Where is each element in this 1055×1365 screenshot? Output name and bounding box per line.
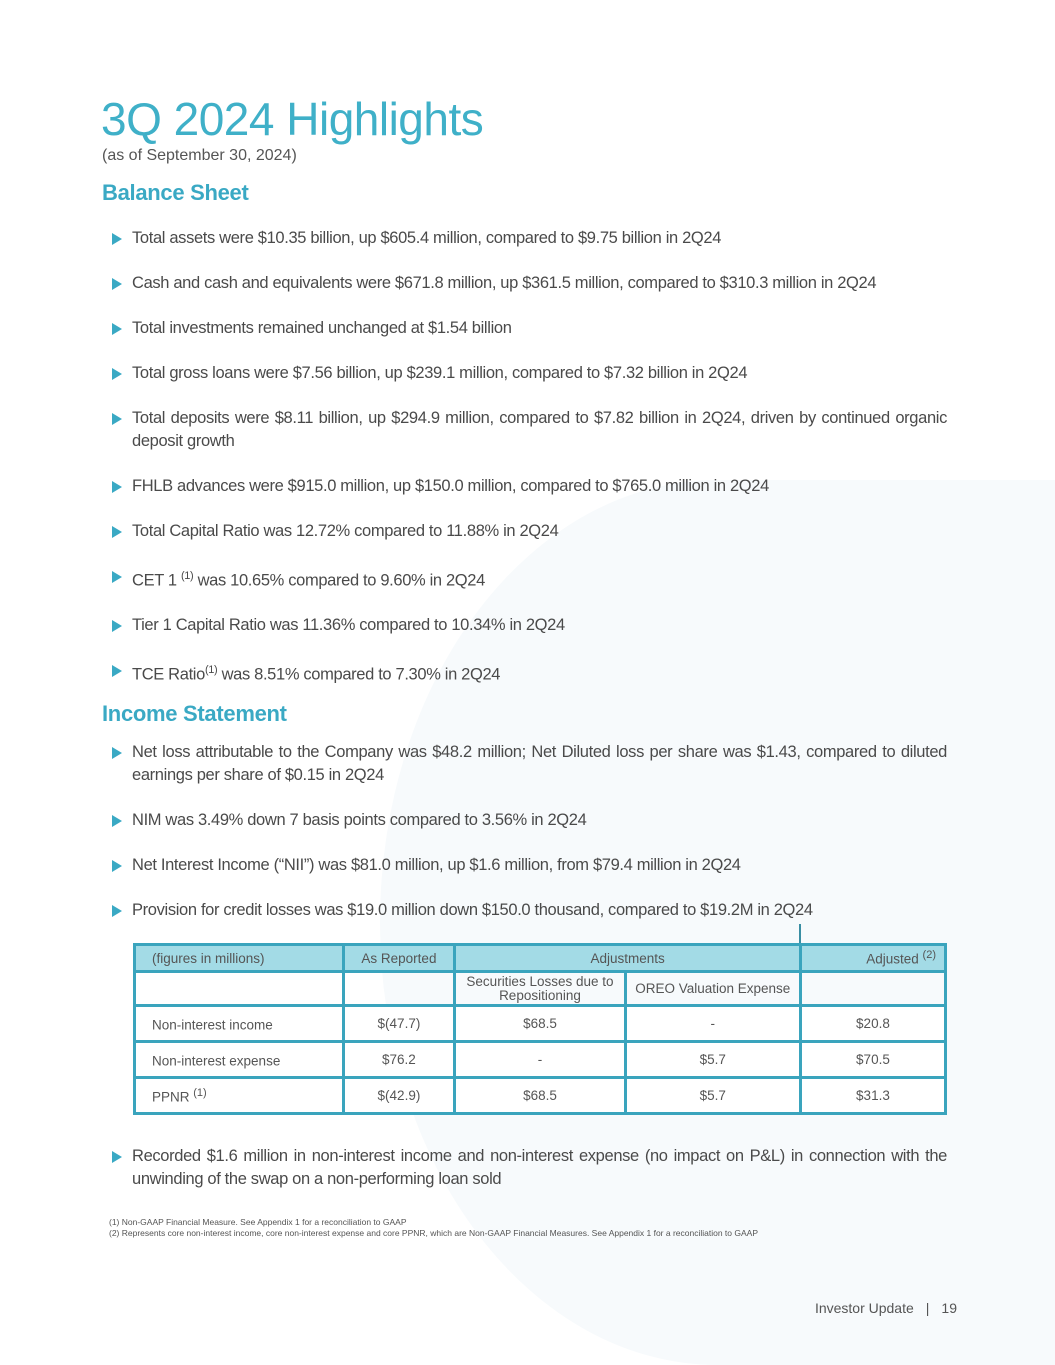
- bullet-triangle-icon: [112, 526, 122, 538]
- item-text: Cash and cash and equivalents were $671.8 million, up $361.5 million, compared to $310.3 million in 2Q24: [132, 274, 877, 292]
- item-text: CET 1: [132, 571, 181, 589]
- item-text: Recorded $1.6 million in non-interest income and non-interest expense (no impact on P&L) in connection with the unwinding of the swap on a non-performing loan sold: [132, 1147, 947, 1188]
- after-table-list: [112, 1145, 947, 1190]
- list-item: [112, 659, 947, 686]
- footnote-1: (1) Non-GAAP Financial Measure. See Appendix 1 for a reconciliation to GAAP: [109, 1217, 407, 1227]
- table-row: [135, 1042, 946, 1078]
- list-item: [112, 741, 947, 786]
- header-figures: (figures in millions): [135, 945, 344, 972]
- bullet-triangle-icon: [112, 278, 122, 290]
- item-text: Net loss attributable to the Company was $48.2 million; Net Diluted loss per share was $1.43, compared to diluted earnings per share of $0.15 in 2Q24: [132, 743, 947, 784]
- list-item: [112, 854, 947, 877]
- item-text: Total deposits were $8.11 billion, up $294.9 million, compared to $7.82 billion in 2Q24, driven by continued organic deposit growth: [132, 409, 947, 450]
- list-item: [112, 809, 947, 832]
- cell-as-reported: $76.2: [343, 1042, 455, 1078]
- list-item: [112, 317, 947, 340]
- list-item: [112, 362, 947, 385]
- table-row: [135, 1006, 946, 1042]
- item-text: Net Interest Income (“NII”) was $81.0 million, up $1.6 million, from $79.4 million in 2Q24: [132, 855, 741, 874]
- header-as-reported: As Reported: [343, 945, 455, 972]
- row-label: [135, 1078, 344, 1114]
- list-item: [112, 227, 947, 250]
- bullet-triangle-icon: [112, 323, 122, 335]
- cell-sec: -: [455, 1042, 625, 1078]
- table-header-row: [135, 945, 946, 972]
- list-item: [112, 1145, 947, 1190]
- list-item: [112, 614, 947, 637]
- page-subtitle: (as of September 30, 2024): [102, 147, 297, 164]
- list-item: [112, 520, 947, 543]
- page-footer: [815, 1300, 957, 1316]
- footnotes: [109, 1217, 758, 1239]
- bullet-triangle-icon: [112, 1151, 122, 1163]
- cell-adjusted: $20.8: [800, 1006, 945, 1042]
- footnote-2: (2) Represents core non-interest income, core non-interest expense and core PPNR, which are Non-GAAP Financial Measures. See Appendix 1 for a reconciliation to GAAP: [109, 1228, 759, 1238]
- bullet-triangle-icon: [112, 233, 122, 245]
- cell-as-reported: $(42.9): [343, 1078, 455, 1114]
- item-superscript: (1): [180, 569, 194, 582]
- bullet-triangle-icon: [112, 620, 122, 632]
- page-title: 3Q 2024 Highlights: [101, 93, 484, 145]
- item-text: Total assets were $10.35 billion, up $605.4 million, compared to $9.75 billion in 2Q24: [132, 229, 722, 247]
- bullet-triangle-icon: [112, 905, 122, 917]
- row-label: [135, 1042, 344, 1078]
- item-text: NIM was 3.49% down 7 basis points compared to 3.56% in 2Q24: [132, 810, 587, 829]
- cell-oreo: $5.7: [625, 1078, 800, 1114]
- cell-adjusted: $31.3: [800, 1078, 945, 1114]
- footer-separator: |: [925, 1300, 930, 1316]
- row-label-sup: (1): [193, 1086, 207, 1099]
- table-subheader-row: [135, 972, 946, 1006]
- item-text: FHLB advances were $915.0 million, up $150.0 million, compared to $765.0 million in 2Q24: [132, 476, 769, 495]
- item-text-cont: was 8.51% compared to 7.30% in 2Q24: [217, 665, 501, 684]
- income-statement-list: [112, 741, 947, 921]
- list-item: [112, 272, 947, 295]
- header-adjusted: Adjusted $^{(2)}$: [800, 945, 945, 972]
- row-label-text: PPNR: [152, 1089, 194, 1105]
- footer-label: Investor Update: [814, 1300, 914, 1316]
- bullet-triangle-icon: [112, 815, 122, 827]
- item-text: Tier 1 Capital Ratio was 11.36% compared to 10.34% in 2Q24: [132, 616, 565, 634]
- subheader-oreo: OREO Valuation Expense: [625, 972, 800, 1006]
- row-label-text: Non-interest income: [152, 1017, 273, 1033]
- table-row: [135, 1078, 946, 1114]
- item-text: Provision for credit losses was $19.0 million down $150.0 thousand, compared to $19.2M in 2Q24: [132, 900, 813, 919]
- bullet-triangle-icon: [112, 665, 122, 677]
- row-label: [135, 1006, 344, 1042]
- item-superscript: (1): [204, 664, 218, 676]
- bullet-triangle-icon: [112, 860, 122, 872]
- balance-sheet-heading: Balance Sheet: [102, 180, 249, 205]
- income-statement-heading: Income Statement: [102, 701, 287, 726]
- item-text: Total Capital Ratio was 12.72% compared to 11.88% in 2Q24: [132, 521, 559, 540]
- cell-sec: $68.5: [455, 1078, 625, 1114]
- cell-adjusted: $70.5: [800, 1042, 945, 1078]
- page-number: 19: [941, 1300, 957, 1316]
- bullet-triangle-icon: [112, 747, 122, 759]
- list-item: [112, 565, 947, 592]
- bullet-triangle-icon: [112, 481, 122, 493]
- cell-oreo: $5.7: [625, 1042, 800, 1078]
- list-item: [112, 899, 947, 922]
- item-text-cont: was 10.65% compared to 9.60% in 2Q24: [193, 571, 485, 589]
- item-text: TCE Ratio: [132, 665, 205, 684]
- adjustments-table: [133, 943, 947, 1115]
- header-adjustments: Adjustments: [455, 945, 801, 972]
- cell-sec: $68.5: [455, 1006, 625, 1042]
- row-label-text: Non-interest expense: [152, 1053, 281, 1069]
- list-item: [112, 475, 947, 498]
- balance-sheet-list: [112, 227, 947, 686]
- item-text: Total investments remained unchanged at $1.54 billion: [132, 319, 512, 337]
- list-item: [112, 407, 947, 452]
- subheader-securities: Securities Losses due to Repositioning: [455, 972, 625, 1006]
- bullet-triangle-icon: [112, 413, 122, 425]
- bullet-triangle-icon: [112, 368, 122, 380]
- item-text: Total gross loans were $7.56 billion, up $239.1 million, compared to $7.32 billion in 2Q24: [132, 364, 748, 382]
- cell-as-reported: $(47.7): [343, 1006, 455, 1042]
- bullet-triangle-icon: [112, 571, 122, 583]
- cell-oreo: -: [625, 1006, 800, 1042]
